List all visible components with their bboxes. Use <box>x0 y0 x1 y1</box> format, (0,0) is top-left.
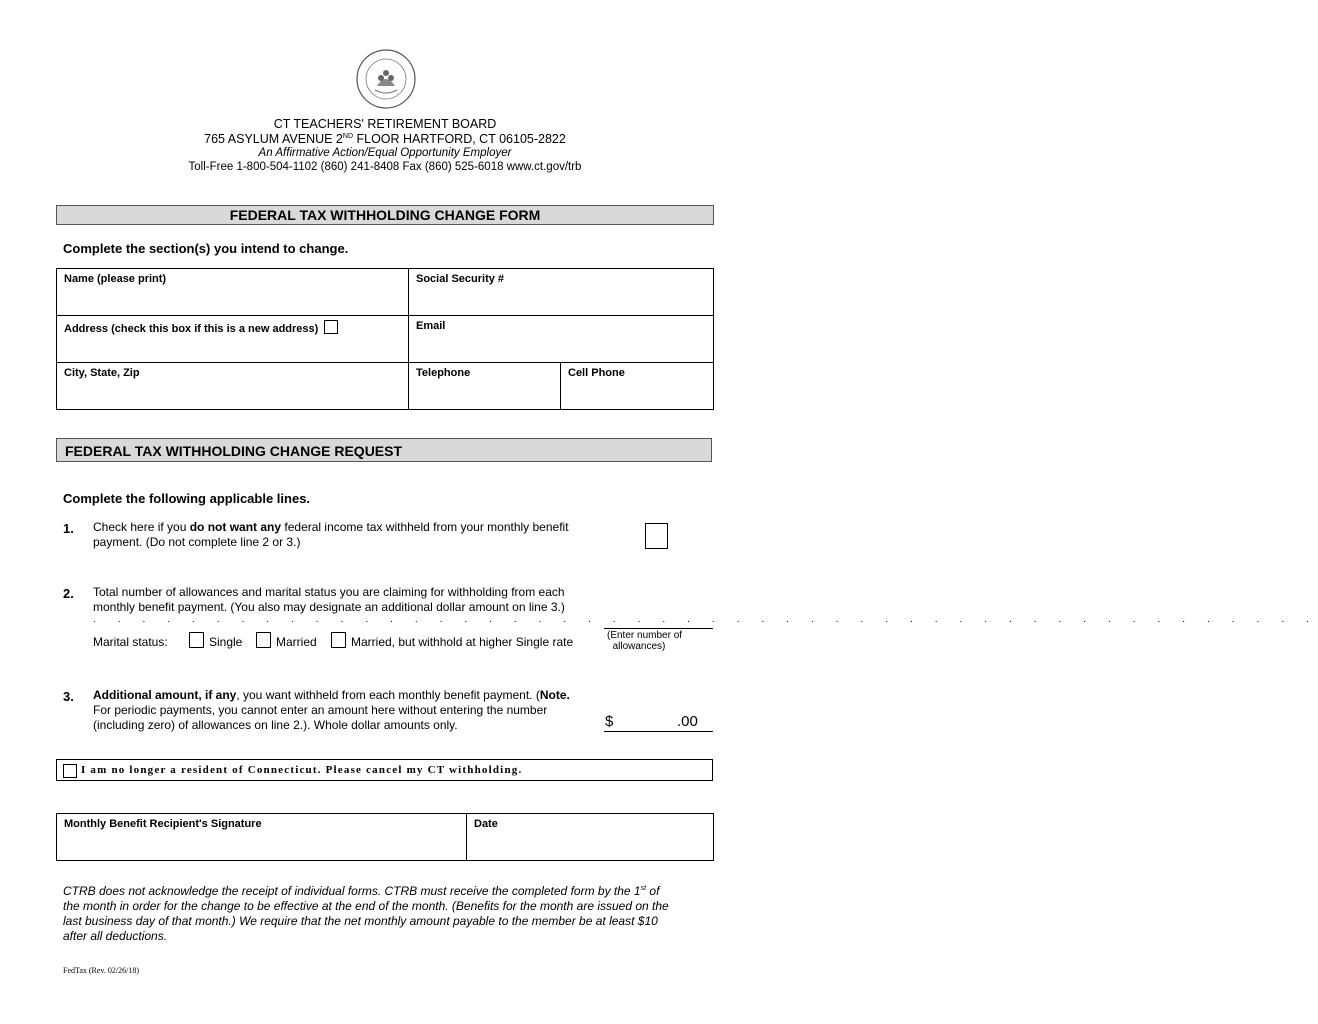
ct-resident-text: I am no longer a resident of Connecticut. Please cancel my CT withholding. <box>81 764 523 776</box>
org-name: CT TEACHERS' RETIREMENT BOARD <box>273 117 497 131</box>
line1-number: 1. <box>63 521 74 536</box>
footer-notice: CTRB does not acknowledge the receipt of individual forms. CTRB must receive the completed form by the 1st of the month in order for the change to be effective at the end of the month. (Benefits for the month are issued on the last business day of that month.) We require that the net monthly amount payable to the member be at least $10 after all deductions. <box>63 884 669 943</box>
line2-text: Total number of allowances and marital status you are claiming for withholding from each monthly benefit payment. (You also may designate an additional dollar amount on line 3.) <box>93 585 565 614</box>
signature-label: Monthly Benefit Recipient's Signature <box>64 818 262 830</box>
single-checkbox[interactable] <box>189 632 204 648</box>
city-state-zip-field[interactable] <box>57 363 409 410</box>
line3-number: 3. <box>63 689 74 704</box>
org-address: 765 ASYLUM AVENUE 2ND FLOOR HARTFORD, CT 06105-2822 <box>204 132 566 146</box>
married-checkbox[interactable] <box>256 632 271 648</box>
personal-info-table <box>56 268 714 410</box>
marital-status-label: Marital status: <box>93 635 168 649</box>
section1-instruction: Complete the section(s) you intend to change. <box>63 241 349 256</box>
additional-amount-input-line[interactable] <box>604 731 713 732</box>
new-address-checkbox[interactable] <box>324 320 338 334</box>
signature-field[interactable] <box>57 814 467 861</box>
dollar-sign: $ <box>605 713 614 730</box>
line3-text: Additional amount, if any, you want withheld from each monthly benefit payment. (Note. For periodic payments, you cannot enter an amount here without entering the number (including zero) of allowances on line 2.). Whole dollar amounts only. <box>93 688 570 732</box>
signature-table <box>56 813 714 861</box>
married-option-label: Married <box>276 635 317 649</box>
line2-number: 2. <box>63 586 74 601</box>
section2-instruction: Complete the following applicable lines. <box>63 491 311 506</box>
leader-dots: . . . . . . . . . . . . . . . . . . . . . . . . . . . . . . . . . . . . . . . . . . . . . . . . . . <box>93 614 1318 625</box>
revision-label: FedTax (Rev. 02/26/18) <box>63 966 140 975</box>
state-seal-icon <box>355 48 417 110</box>
line1-text: Check here if you do not want any federal income tax withheld from your monthly benefit payment. (Do not complete line 2 or 3.) <box>93 520 569 549</box>
ssn-label: Social Security # <box>416 273 505 285</box>
married-single-rate-checkbox[interactable] <box>331 632 346 648</box>
telephone-field[interactable] <box>409 363 561 410</box>
form-title: FEDERAL TAX WITHHOLDING CHANGE FORM <box>56 205 714 225</box>
name-field[interactable] <box>57 269 409 316</box>
married-single-rate-label: Married, but withhold at higher Single rate <box>351 635 574 649</box>
address-label: Address (check this box if this is a new address) <box>64 323 319 335</box>
contact-line: Toll-Free 1-800-504-1102 (860) 241-8408 Fax (860) 525-6018 www.ct.gov/trb <box>188 161 582 173</box>
date-label: Date <box>474 818 498 830</box>
ct-resident-checkbox[interactable] <box>63 764 77 778</box>
telephone-label: Telephone <box>416 367 471 379</box>
name-label: Name (please print) <box>64 273 167 285</box>
address-field[interactable] <box>57 316 409 363</box>
cell-label: Cell Phone <box>568 367 625 379</box>
email-label: Email <box>416 320 446 332</box>
no-withholding-checkbox[interactable] <box>645 523 668 549</box>
allowances-note: (Enter number of allowances) <box>607 630 683 652</box>
cell-phone-field[interactable] <box>561 363 714 410</box>
city-label: City, State, Zip <box>64 367 140 379</box>
employer-note: An Affirmative Action/Equal Opportunity Employer <box>258 147 512 159</box>
allowances-input-line[interactable] <box>604 628 713 629</box>
request-title: FEDERAL TAX WITHHOLDING CHANGE REQUEST <box>56 438 712 462</box>
single-option-label: Single <box>209 635 243 649</box>
date-field[interactable] <box>467 814 714 861</box>
email-field[interactable] <box>409 316 714 363</box>
ssn-field[interactable] <box>409 269 714 316</box>
cents-suffix: .00 <box>677 713 698 730</box>
